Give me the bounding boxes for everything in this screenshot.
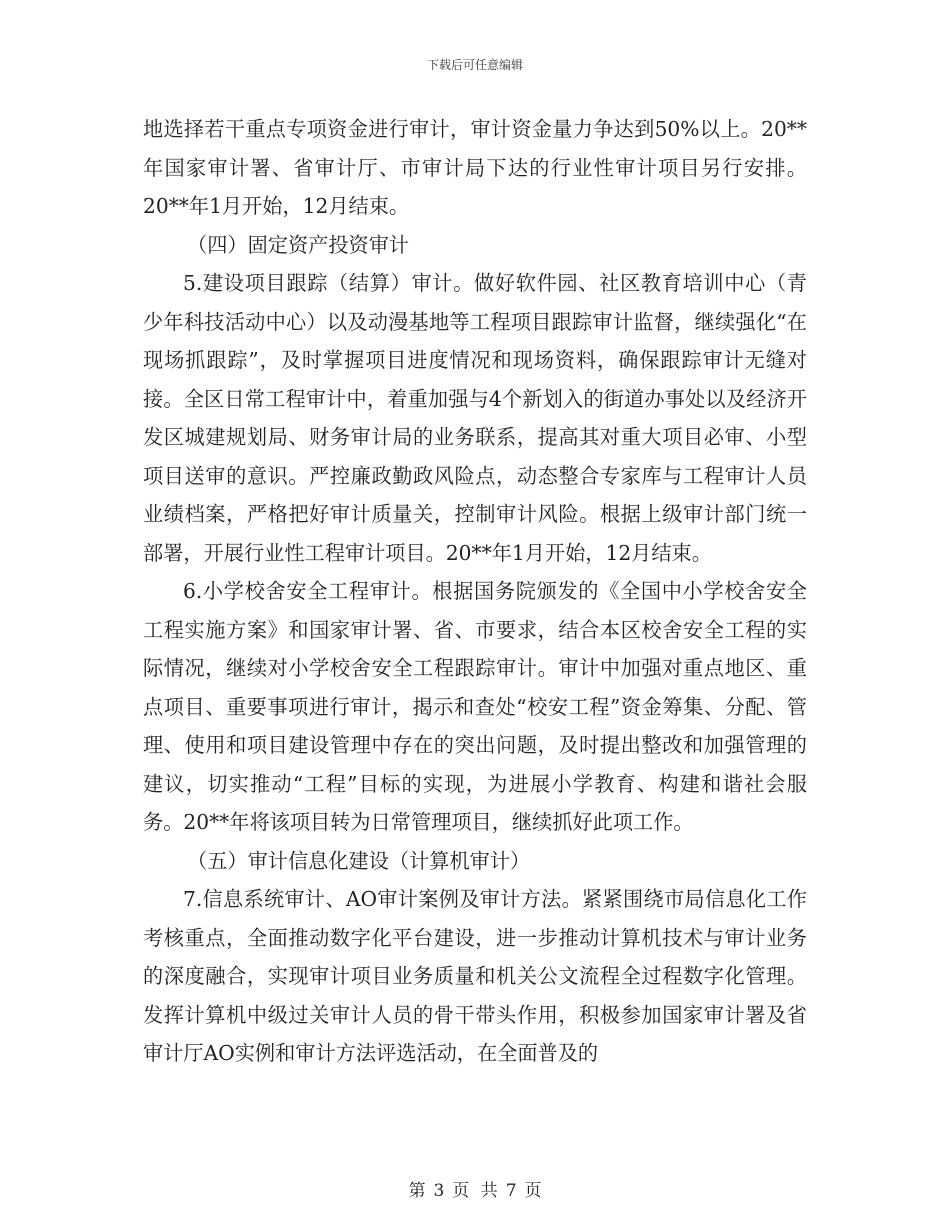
footer-total-pages: 7 xyxy=(505,1181,517,1201)
paragraph-item-7: 7.信息系统审计、AO审计案例及审计方法。紧紧围绕市局信息化工作考核重点，全面推动数字化平台建设，进一步推动计算机技术与审计业务的深度融合，实现审计项目业务质量和机关公文流程全过程数字化管理。发挥计算机中级过关审计人员的骨干带头作用，积极参加国家审计署及省审计厅AO实例和审计方法评选活动，在全面普及的 xyxy=(143,887,807,1065)
footer-middle: 页 共 xyxy=(452,1181,498,1201)
footer-page-number: 3 xyxy=(433,1181,445,1201)
footer-prefix: 第 xyxy=(408,1181,426,1201)
page-header: 下载后可任意编辑 xyxy=(426,58,523,72)
document-body xyxy=(143,110,807,1073)
paragraph-item-6: 6.小学校舍安全工程审计。根据国务院颁发的《全国中小学校舍安全工程实施方案》和国家审计署、省、市要求，结合本区校舍安全工程的实际情况，继续对小学校舍安全工程跟踪审计。审计中加强对重点地区、重点项目、重要事项进行审计，揭示和查处“校安工程”资金筹集、分配、管理、使用和项目建设管理中存在的突出问题，及时提出整改和加强管理的建议，切实推动“工程”目标的实现，为进展小学教育、构建和谐社会服务。20**年将该项目转为日常管理项目，继续抓好此项工作。 xyxy=(143,579,807,834)
section-heading-5: （五）审计信息化建设（计算机审计） xyxy=(187,848,531,873)
page-footer xyxy=(0,1176,950,1201)
section-heading-4: （四）固定资产投资审计 xyxy=(187,232,410,257)
paragraph-continuation: 地选择若干重点专项资金进行审计，审计资金量力争达到50%以上。20**年国家审计署、省审计厅、市审计局下达的行业性审计项目另行安排。20**年1月开始，12月结束。 xyxy=(143,117,807,218)
footer-suffix: 页 xyxy=(524,1181,542,1201)
paragraph-item-5: 5.建设项目跟踪（结算）审计。做好软件园、社区教育培训中心（青少年科技活动中心）以及动漫基地等工程项目跟踪审计监督，继续强化“在现场抓跟踪”，及时掌握项目进度情况和现场资料，确保跟踪审计无缝对接。全区日常工程审计中，着重加强与4个新划入的街道办事处以及经济开发区城建规划局、财务审计局的业务联系，提高其对重大项目必审、小型项目送审的意识。严控廉政勤政风险点，动态整合专家库与工程审计人员业绩档案，严格把好审计质量关，控制审计风险。根据上级审计部门统一部署，开展行业性工程审计项目。20**年1月开始，12月结束。 xyxy=(143,271,807,565)
